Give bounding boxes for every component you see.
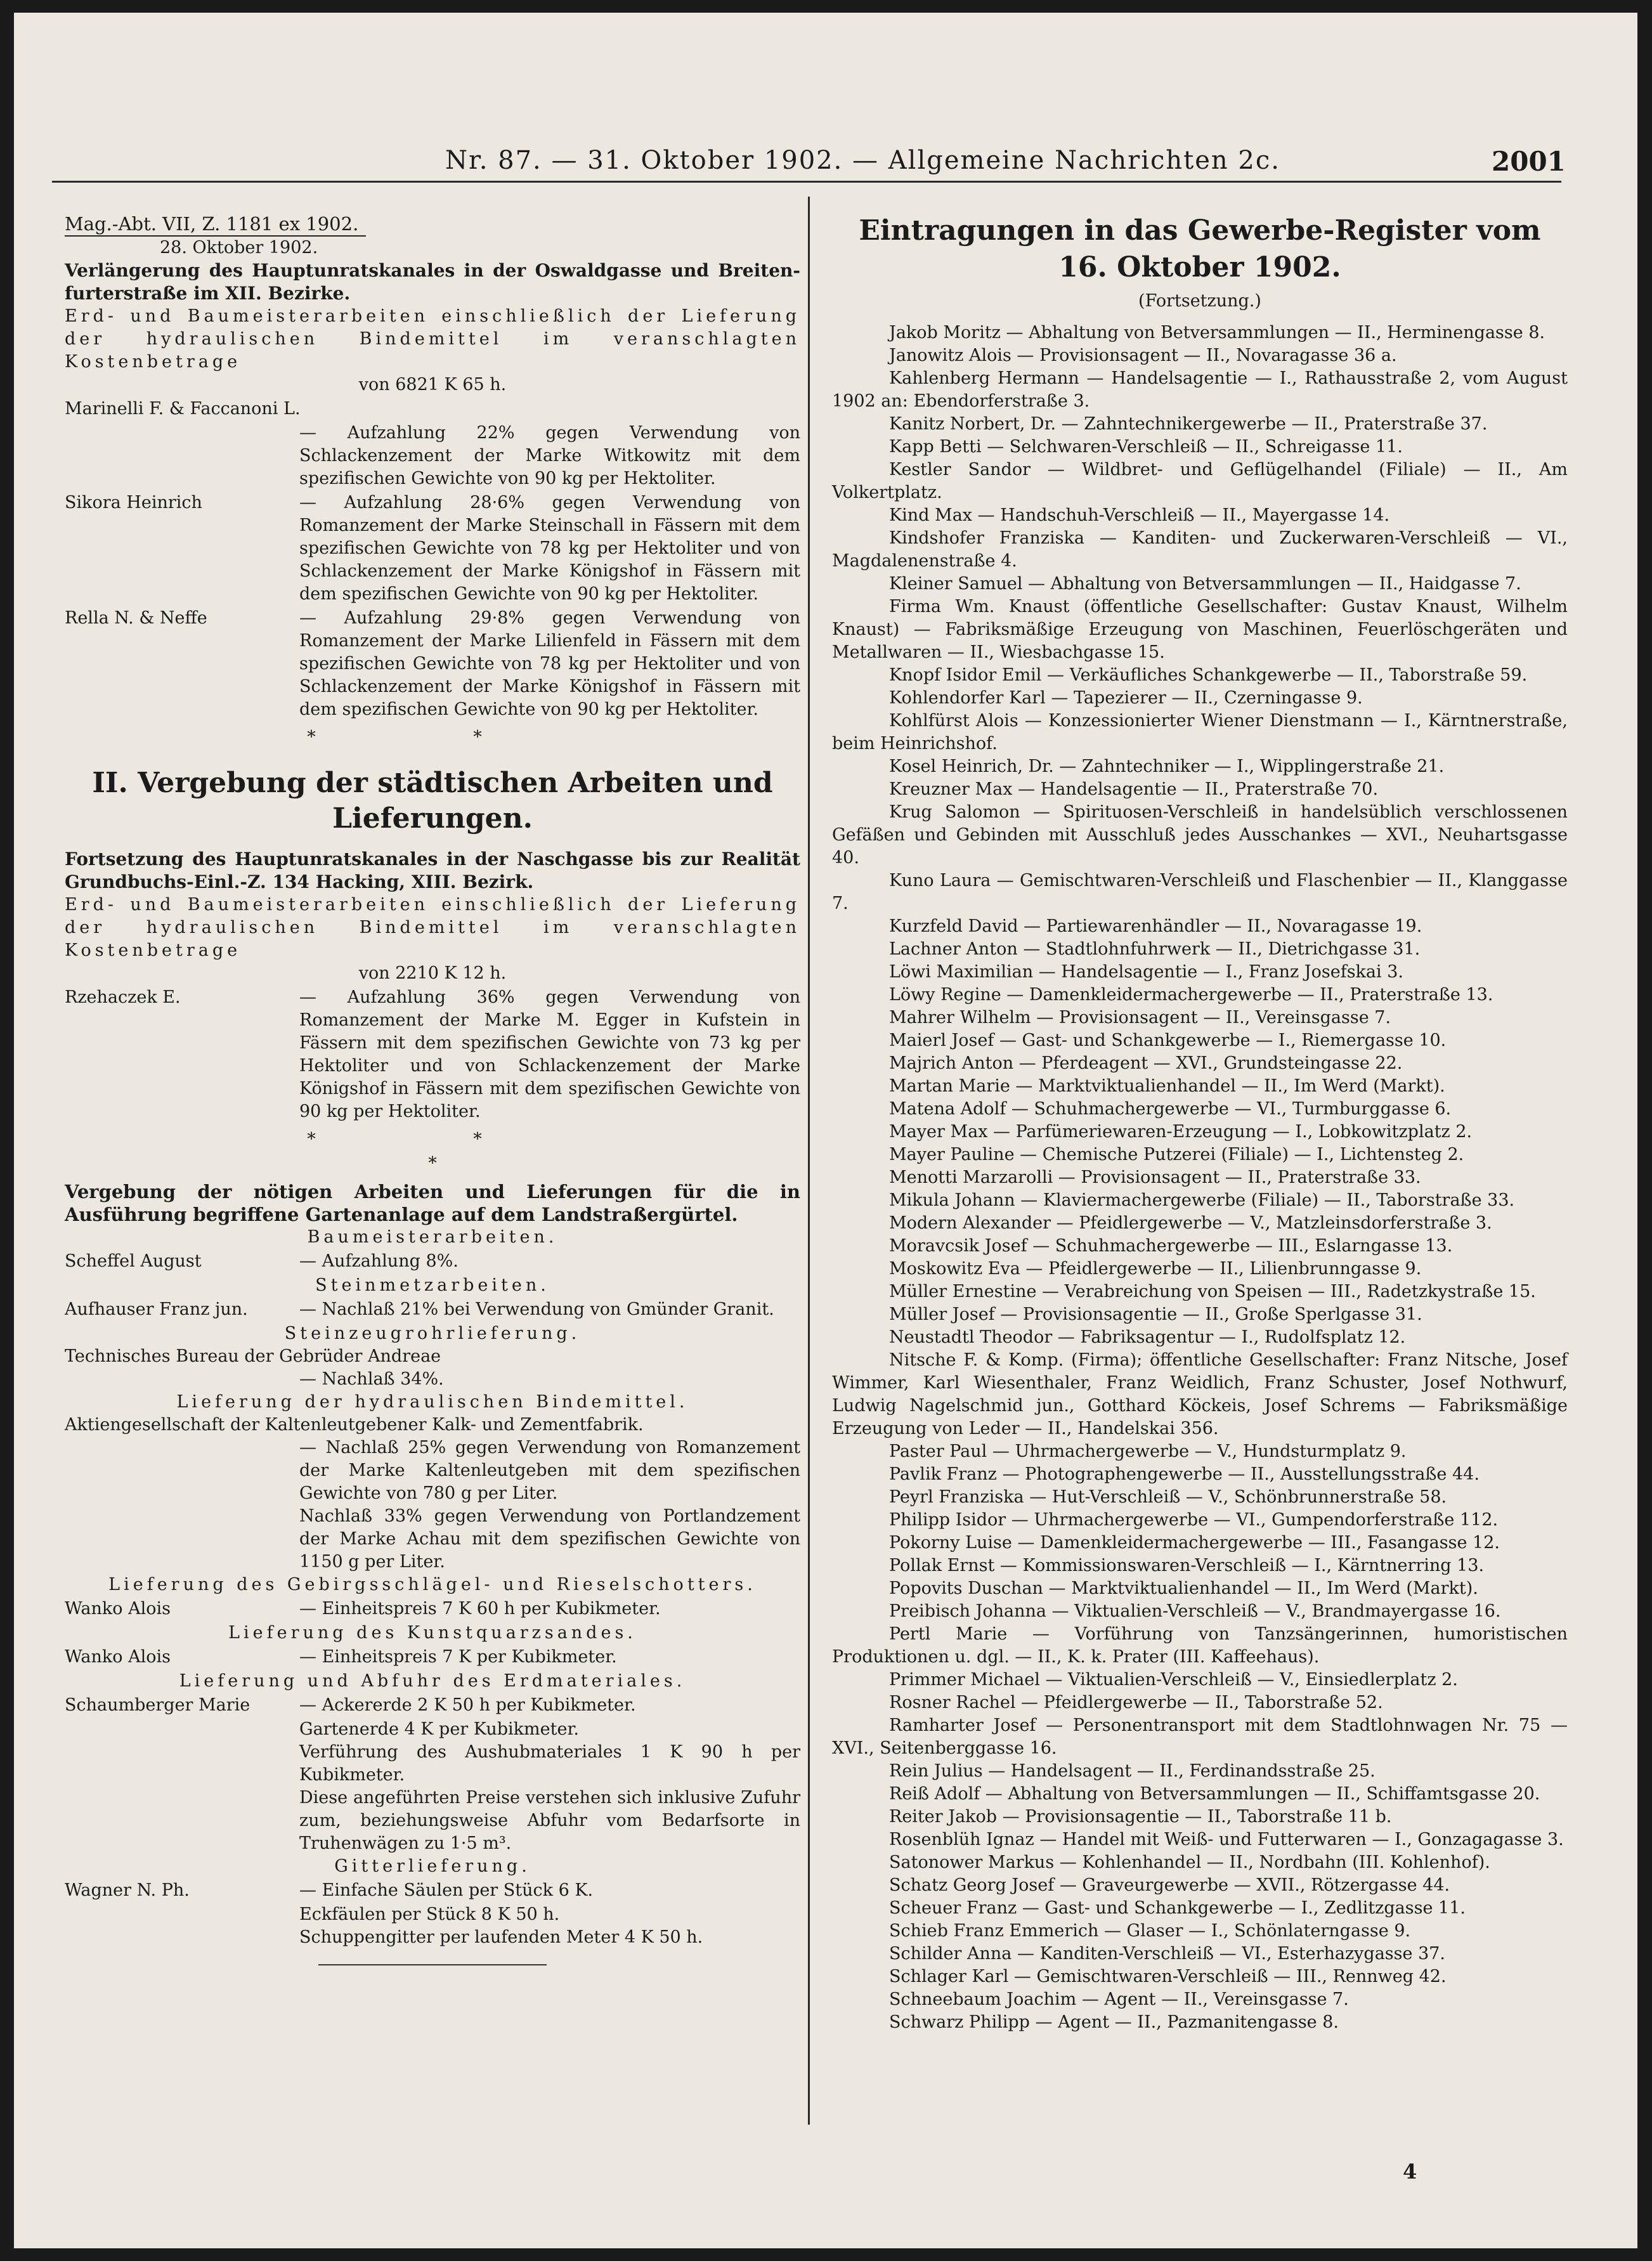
register-entry: Mikula Johann — Klaviermachergewerbe (Filiale) — II., Taborstraße 33. (889, 1190, 1515, 1210)
category-heading: Lieferung und Abfuhr des Erdmateriales. (179, 1671, 686, 1691)
bidder-name: Sikora Heinrich (65, 493, 202, 512)
bid-terms: — Einheitspreis 7 K per Kubikmeter. (299, 1647, 617, 1667)
register-entry: Kahlenberg Hermann — Handelsagentie — I., Rathausstraße 2, vom August 1902 an: Ebendorferstraße 3. (832, 368, 1568, 411)
bidder-name: Wanko Alois (65, 1599, 171, 1619)
register-entry: Philipp Isidor — Uhrmachergewerbe — VI., Gumpendorferstraße 112. (889, 1510, 1499, 1530)
register-entry: Moskowitz Eva — Pfeidlergewerbe — II., Lilienbrunngasse 9. (889, 1259, 1422, 1279)
bid-terms: Nachlaß 33% gegen Verwendung von Portlandzement der Marke Achau mit dem spezifischen Gewichte von 1150 g per Liter. (299, 1506, 800, 1572)
notice-title-naschgasse: Fortsetzung des Hauptunratskanales in der Naschgasse bis zur Realität Grundbuchs-Einl.-Z. 134 Hacking, XIII. Bezirk. (65, 849, 800, 892)
bidder-name: Rzehaczek E. (65, 987, 181, 1007)
reference-number: Mag.-Abt. VII, Z. 1181 ex 1902. (65, 212, 366, 237)
section-separator: * * (307, 1130, 558, 1149)
bid-entry (65, 1250, 800, 1273)
register-entry: Kanitz Norbert, Dr. — Zahntechnikergewerbe — II., Praterstraße 37. (889, 414, 1488, 434)
register-entry: Reiß Adolf — Abhaltung von Betversammlungen — II., Schiffamtsgasse 20. (889, 1784, 1540, 1804)
end-rule (318, 1964, 547, 1965)
bid-entry (65, 1694, 800, 1717)
left-column (65, 212, 800, 1965)
register-entry: Kuno Laura — Gemischtwaren-Verschleiß und Flaschenbier — II., Klanggasse 7. (832, 871, 1568, 913)
register-entry: Pertl Marie — Vorführung von Tanzsängerinnen, humoristischen Produktionen u. dgl. — II., K. k. Prater (III. Kaffeehaus). (832, 1624, 1568, 1667)
register-entry: Rosner Rachel — Pfeidlergewerbe — II., Taborstraße 52. (889, 1693, 1383, 1712)
register-entry: Matena Adolf — Schuhmachergewerbe — VI., Turmburggasse 6. (889, 1099, 1452, 1119)
register-entry: Müller Josef — Provisionsagentie — II., Große Sperlgasse 31. (889, 1305, 1422, 1324)
register-entry: Kohlfürst Alois — Konzessionierter Wiener Dienstmann — I., Kärntnerstraße, beim Heinrichshof. (832, 711, 1568, 753)
bid-entry (65, 1879, 800, 1902)
section-separator: * * (307, 727, 558, 747)
register-entry: Popovits Duschan — Marktviktualienhandel — II., Im Werd (Markt). (889, 1579, 1478, 1598)
register-entry: Janowitz Alois — Provisionsagent — II., Novaragasse 36 a. (889, 346, 1397, 365)
bidder-name: Wanko Alois (65, 1647, 171, 1667)
register-entry: Satonower Markus — Kohlenhandel — II., Nordbahn (III. Kohlenhof). (889, 1853, 1490, 1872)
bid-terms: — Nachlaß 34%. (299, 1369, 444, 1389)
bid-terms: — Einheitspreis 7 K 60 h per Kubikmeter. (299, 1599, 661, 1619)
bid-terms: — Aufzahlung 36% gegen Verwendung von Romanzement der Marke M. Egger in Kufstein in Fässern mit dem spezifischen Gewichte von 73 kg per Hektoliter und von Schlackenzement der Marke Königshof in Fässern mit dem spezifischen Gewichte von 90 kg per Hektoliter. (299, 987, 800, 1121)
bid-terms: — Nachlaß 25% gegen Verwendung von Romanzement der Marke Kaltenleutgeben mit dem spezifischen Gewichte von 780 g per Liter. (299, 1438, 800, 1503)
register-entry: Schneebaum Joachim — Agent — II., Vereinsgasse 7. (889, 1990, 1349, 2009)
register-entry: Kestler Sandor — Wildbret- und Geflügelhandel (Filiale) — II., Am Volkertplatz. (832, 460, 1568, 502)
bid-terms: Diese angeführten Preise verstehen sich inklusive Zufuhr zum, beziehungsweise Abfuhr vom Bedarfsorte in Truhenwägen zu 1·5 m³. (299, 1788, 800, 1853)
register-entry: Krug Salomon — Spirituosen-Verschleiß in handelsüblich verschlossenen Gefäßen und Gebinden mit Ausschluß jedes Ausschankes — XVI., Neuhartsgasse 40. (832, 802, 1568, 868)
register-list (832, 322, 1568, 2034)
register-entry: Lachner Anton — Stadtlohnfuhrwerk — II., Dietrichgasse 31. (889, 939, 1421, 959)
section-separator: * (428, 1154, 437, 1173)
register-entry: Majrich Anton — Pferdeagent — XVI., Grundsteingasse 22. (889, 1053, 1403, 1073)
register-entry: Primmer Michael — Viktualien-Verschleiß — V., Einsiedlerplatz 2. (889, 1670, 1458, 1690)
register-entry: Kapp Betti — Selchwaren-Verschleiß — II., Schreigasse 11. (889, 437, 1403, 457)
header-title: Nr. 87. — 31. Oktober 1902. — Allgemeine Nachrichten 2c. (445, 146, 1280, 175)
bid-entry (65, 398, 800, 420)
bidder-name: Marinelli F. & Faccanoni L. (65, 399, 301, 419)
register-entry: Schilder Anna — Kanditen-Verschleiß — VI., Esterhazygasse 37. (889, 1944, 1446, 1964)
register-entry: Kosel Heinrich, Dr. — Zahntechniker — I., Wipplingerstraße 21. (889, 757, 1445, 776)
bid-terms: — Einfache Säulen per Stück 6 K. (299, 1880, 594, 1900)
notice-date: 28. Oktober 1902. (160, 238, 318, 257)
bidder-name: Aufhauser Franz jun. (65, 1300, 248, 1319)
register-subtitle: (Fortsetzung.) (1138, 291, 1261, 311)
register-entry: Paster Paul — Uhrmachergewerbe — V., Hundsturmplatz 9. (889, 1442, 1407, 1461)
register-entry: Jakob Moritz — Abhaltung von Betversammlungen — II., Herminengasse 8. (889, 323, 1545, 342)
bid-terms: — Aufzahlung 28·6% gegen Verwendung von Romanzement der Marke Steinschall in Fässern mit dem spezifischen Gewichte von 78 kg per Hektoliter und von Schlackenzement der Marke Königshof in Fässern mit dem spezifischen Gewichte von 90 kg per Hektoliter. (299, 493, 800, 604)
register-entry: Mayer Max — Parfümeriewaren-Erzeugung — I., Lobkowitzplatz 2. (889, 1122, 1473, 1142)
register-entry: Maierl Josef — Gast- und Schankgewerbe — I., Riemergasse 10. (889, 1031, 1447, 1050)
register-entry: Mayer Pauline — Chemische Putzerei (Filiale) — I., Lichtensteg 2. (889, 1145, 1464, 1164)
bid-terms: Eckfäulen per Stück 8 K 50 h. (299, 1905, 560, 1924)
bidder-name: Scheffel August (65, 1251, 202, 1271)
register-entry: Löwi Maximilian — Handelsagentie — I., Franz Josefskai 3. (889, 962, 1403, 982)
register-entry: Neustadtl Theodor — Fabriksagentur — I., Rudolfsplatz 12. (889, 1327, 1406, 1347)
bid-terms: Gartenerde 4 K per Kubikmeter. (299, 1719, 579, 1739)
column-divider (808, 197, 810, 2125)
category-heading: Steinmetzarbeiten. (315, 1275, 550, 1295)
register-entry: Kreuzner Max — Handelsagentie — II., Praterstraße 70. (889, 779, 1379, 799)
register-entry: Schlager Karl — Gemischtwaren-Verschleiß — III., Rennweg 42. (889, 1967, 1447, 1986)
register-entry: Modern Alexander — Pfeidlergewerbe — V., Matzleinsdorferstraße 3. (889, 1213, 1492, 1233)
register-entry: Kurzfeld David — Partiewarenhändler — II., Novaragasse 19. (889, 916, 1422, 936)
notice-title-gartenanlage: Vergebung der nötigen Arbeiten und Lieferungen für die in Ausführung begriffene Gartenanlage auf dem Landstraßergürtel. (65, 1181, 800, 1225)
notice-title-oswaldgasse: Verlängerung des Hauptunratskanales in der Oswaldgasse und Breiten-furterstraße im XII. Bezirke. (65, 260, 800, 304)
cost-amount: von 2210 K 12 h. (358, 963, 507, 983)
bid-entry (65, 492, 800, 606)
bidder-name: Schaumberger Marie (65, 1695, 250, 1715)
register-entry: Firma Wm. Knaust (öffentliche Gesellschafter: Gustav Knaust, Wilhelm Knaust) — Fabriksmäßige Erzeugung von Maschinen, Feuerlöschgeräten und Metallwaren — II., Wiesbachgasse 15. (832, 597, 1568, 662)
bid-terms: Verführung des Aushubmateriales 1 K 90 h per Kubikmeter. (299, 1742, 800, 1785)
register-entry: Pavlik Franz — Photographengewerbe — II., Ausstellungsstraße 44. (889, 1464, 1480, 1484)
bidder-name: Wagner N. Ph. (65, 1880, 190, 1900)
category-heading: Steinzeugrohrlieferung. (284, 1324, 581, 1343)
register-entry: Preibisch Johanna — Viktualien-Verschleiß — V., Brandmayergasse 16. (889, 1601, 1501, 1621)
page-header (14, 140, 1637, 178)
register-entry: Mahrer Wilhelm — Provisionsagent — II., Vereinsgasse 7. (889, 1008, 1391, 1027)
category-heading: Lieferung des Gebirgsschlägel- und Rieselschotters. (108, 1575, 757, 1594)
page-number: 2001 (1492, 146, 1566, 177)
register-title: Eintragungen in das Gewerbe-Register vom 16. Oktober 1902. (859, 214, 1541, 283)
register-entry: Knopf Isidor Emil — Verkäufliches Schankgewerbe — II., Taborstraße 59. (889, 665, 1528, 685)
bidder-name: Aktiengesellschaft der Kaltenleutgebener Kalk- und Zementfabrik. (65, 1415, 644, 1435)
section-heading: II. Vergebung der städtischen Arbeiten und Lieferungen. (92, 767, 773, 835)
register-entry: Kind Max — Handschuh-Verschleiß — II., Mayergasse 14. (889, 505, 1390, 525)
work-description: Erd- und Baumeisterarbeiten einschließlich der Lieferung der hydraulischen Bindemittel im veranschlagten Kostenbetrage (65, 306, 800, 372)
register-entry: Kleiner Samuel — Abhaltung von Betversammlungen — II., Haidgasse 7. (889, 574, 1521, 594)
category-heading: Baumeisterarbeiten. (307, 1227, 558, 1247)
register-entry: Rein Julius — Handelsagent — II., Ferdinandsstraße 25. (889, 1761, 1376, 1781)
category-heading: Lieferung des Kunstquarzsandes. (228, 1623, 637, 1643)
register-entry: Löwy Regine — Damenkleidermachergewerbe — II., Praterstraße 13. (889, 985, 1493, 1005)
bidder-name: Rella N. & Neffe (65, 608, 207, 628)
bidder-name: Technisches Bureau der Gebrüder Andreae (65, 1346, 441, 1366)
bid-terms: — Aufzahlung 29·8% gegen Verwendung von Romanzement der Marke Lilienfeld in Fässern mit dem spezifischen Gewichte von 78 kg per Hektoliter und von Schlackenzement der Marke Königshof in Fässern mit dem spezifischen Gewichte von 90 kg per Hektoliter. (299, 608, 800, 719)
bid-entry (65, 986, 800, 1123)
bid-terms: — Ackererde 2 K 50 h per Kubikmeter. (299, 1695, 636, 1715)
work-description: Erd- und Baumeisterarbeiten einschließlich der Lieferung der hydraulischen Bindemittel im veranschlagten Kostenbetrage (65, 895, 800, 960)
bid-terms: — Nachlaß 21% bei Verwendung von Gmünder Granit. (299, 1300, 774, 1319)
bid-entry (65, 1298, 800, 1321)
register-entry: Pokorny Luise — Damenkleidermachergewerbe — III., Fasangasse 12. (889, 1533, 1500, 1553)
sheet-number: 4 (1403, 2160, 1417, 2184)
register-entry: Pollak Ernst — Kommissionswaren-Verschleiß — I., Kärntnerring 13. (889, 1556, 1485, 1575)
register-entry: Schwarz Philipp — Agent — II., Pazmanitengasse 8. (889, 2012, 1339, 2032)
register-entry: Menotti Marzarolli — Provisionsagent — II., Praterstraße 33. (889, 1168, 1421, 1187)
register-entry: Scheuer Franz — Gast- und Schankgewerbe — I., Zedlitzgasse 11. (889, 1898, 1466, 1918)
bid-terms: — Aufzahlung 22% gegen Verwendung von Schlackenzement der Marke Witkowitz mit dem spezifischen Gewichte von 90 kg per Hektoliter. (299, 423, 800, 488)
register-entry: Müller Ernestine — Verabreichung von Speisen — III., Radetzkystraße 15. (889, 1282, 1536, 1301)
newspaper-page (14, 13, 1637, 2248)
register-entry: Martan Marie — Marktviktualienhandel — II., Im Werd (Markt). (889, 1076, 1445, 1096)
register-entry: Kohlendorfer Karl — Tapezierer — II., Czerningasse 9. (889, 688, 1363, 708)
bid-entry (65, 1598, 800, 1620)
register-entry: Rosenblüh Ignaz — Handel mit Weiß- und Futterwaren — I., Gonzagagasse 3. (889, 1830, 1564, 1849)
register-entry: Nitsche F. & Komp. (Firma); öffentliche Gesellschafter: Franz Nitsche, Josef Wimmer, Karl Wiesenthaler, Franz Weidlich, Franz Schuster, Josef Nothwurf, Ludwig Nagelschmid jun., Gotthard Köckeis, Josef Schrems — Fabriksmäßige Erzeugung von Leder — II., Handelskai 356. (832, 1350, 1568, 1438)
cost-amount: von 6821 K 65 h. (358, 375, 507, 394)
register-entry: Ramharter Josef — Personentransport mit dem Stadtlohnwagen Nr. 75 — XVI., Seitenberggasse 16. (832, 1716, 1568, 1758)
bid-entry (65, 1646, 800, 1669)
category-heading: Lieferung der hydraulischen Bindemittel. (176, 1392, 689, 1412)
register-entry: Reiter Jakob — Provisionsagentie — II., Taborstraße 11 b. (889, 1807, 1392, 1827)
header-rule (52, 181, 1561, 183)
category-heading: Gitterlieferung. (334, 1856, 531, 1876)
bid-terms: Schuppengitter per laufenden Meter 4 K 50 h. (299, 1927, 703, 1947)
bid-entry (65, 607, 800, 721)
register-entry: Schatz Georg Josef — Graveurgewerbe — XVII., Rötzergasse 44. (889, 1875, 1450, 1895)
bid-terms: — Aufzahlung 8%. (299, 1251, 459, 1271)
register-entry: Peyrl Franziska — Hut-Verschleiß — V., Schönbrunnerstraße 58. (889, 1487, 1447, 1507)
register-entry: Schieb Franz Emmerich — Glaser — I., Schönlaterngasse 9. (889, 1921, 1411, 1941)
register-entry: Kindshofer Franziska — Kanditen- und Zuckerwaren-Verschleiß — VI., Magdalenenstraße 4. (832, 528, 1568, 571)
right-column (832, 212, 1568, 2034)
register-entry: Moravcsik Josef — Schuhmachergewerbe — III., Eslarngasse 13. (889, 1236, 1453, 1256)
